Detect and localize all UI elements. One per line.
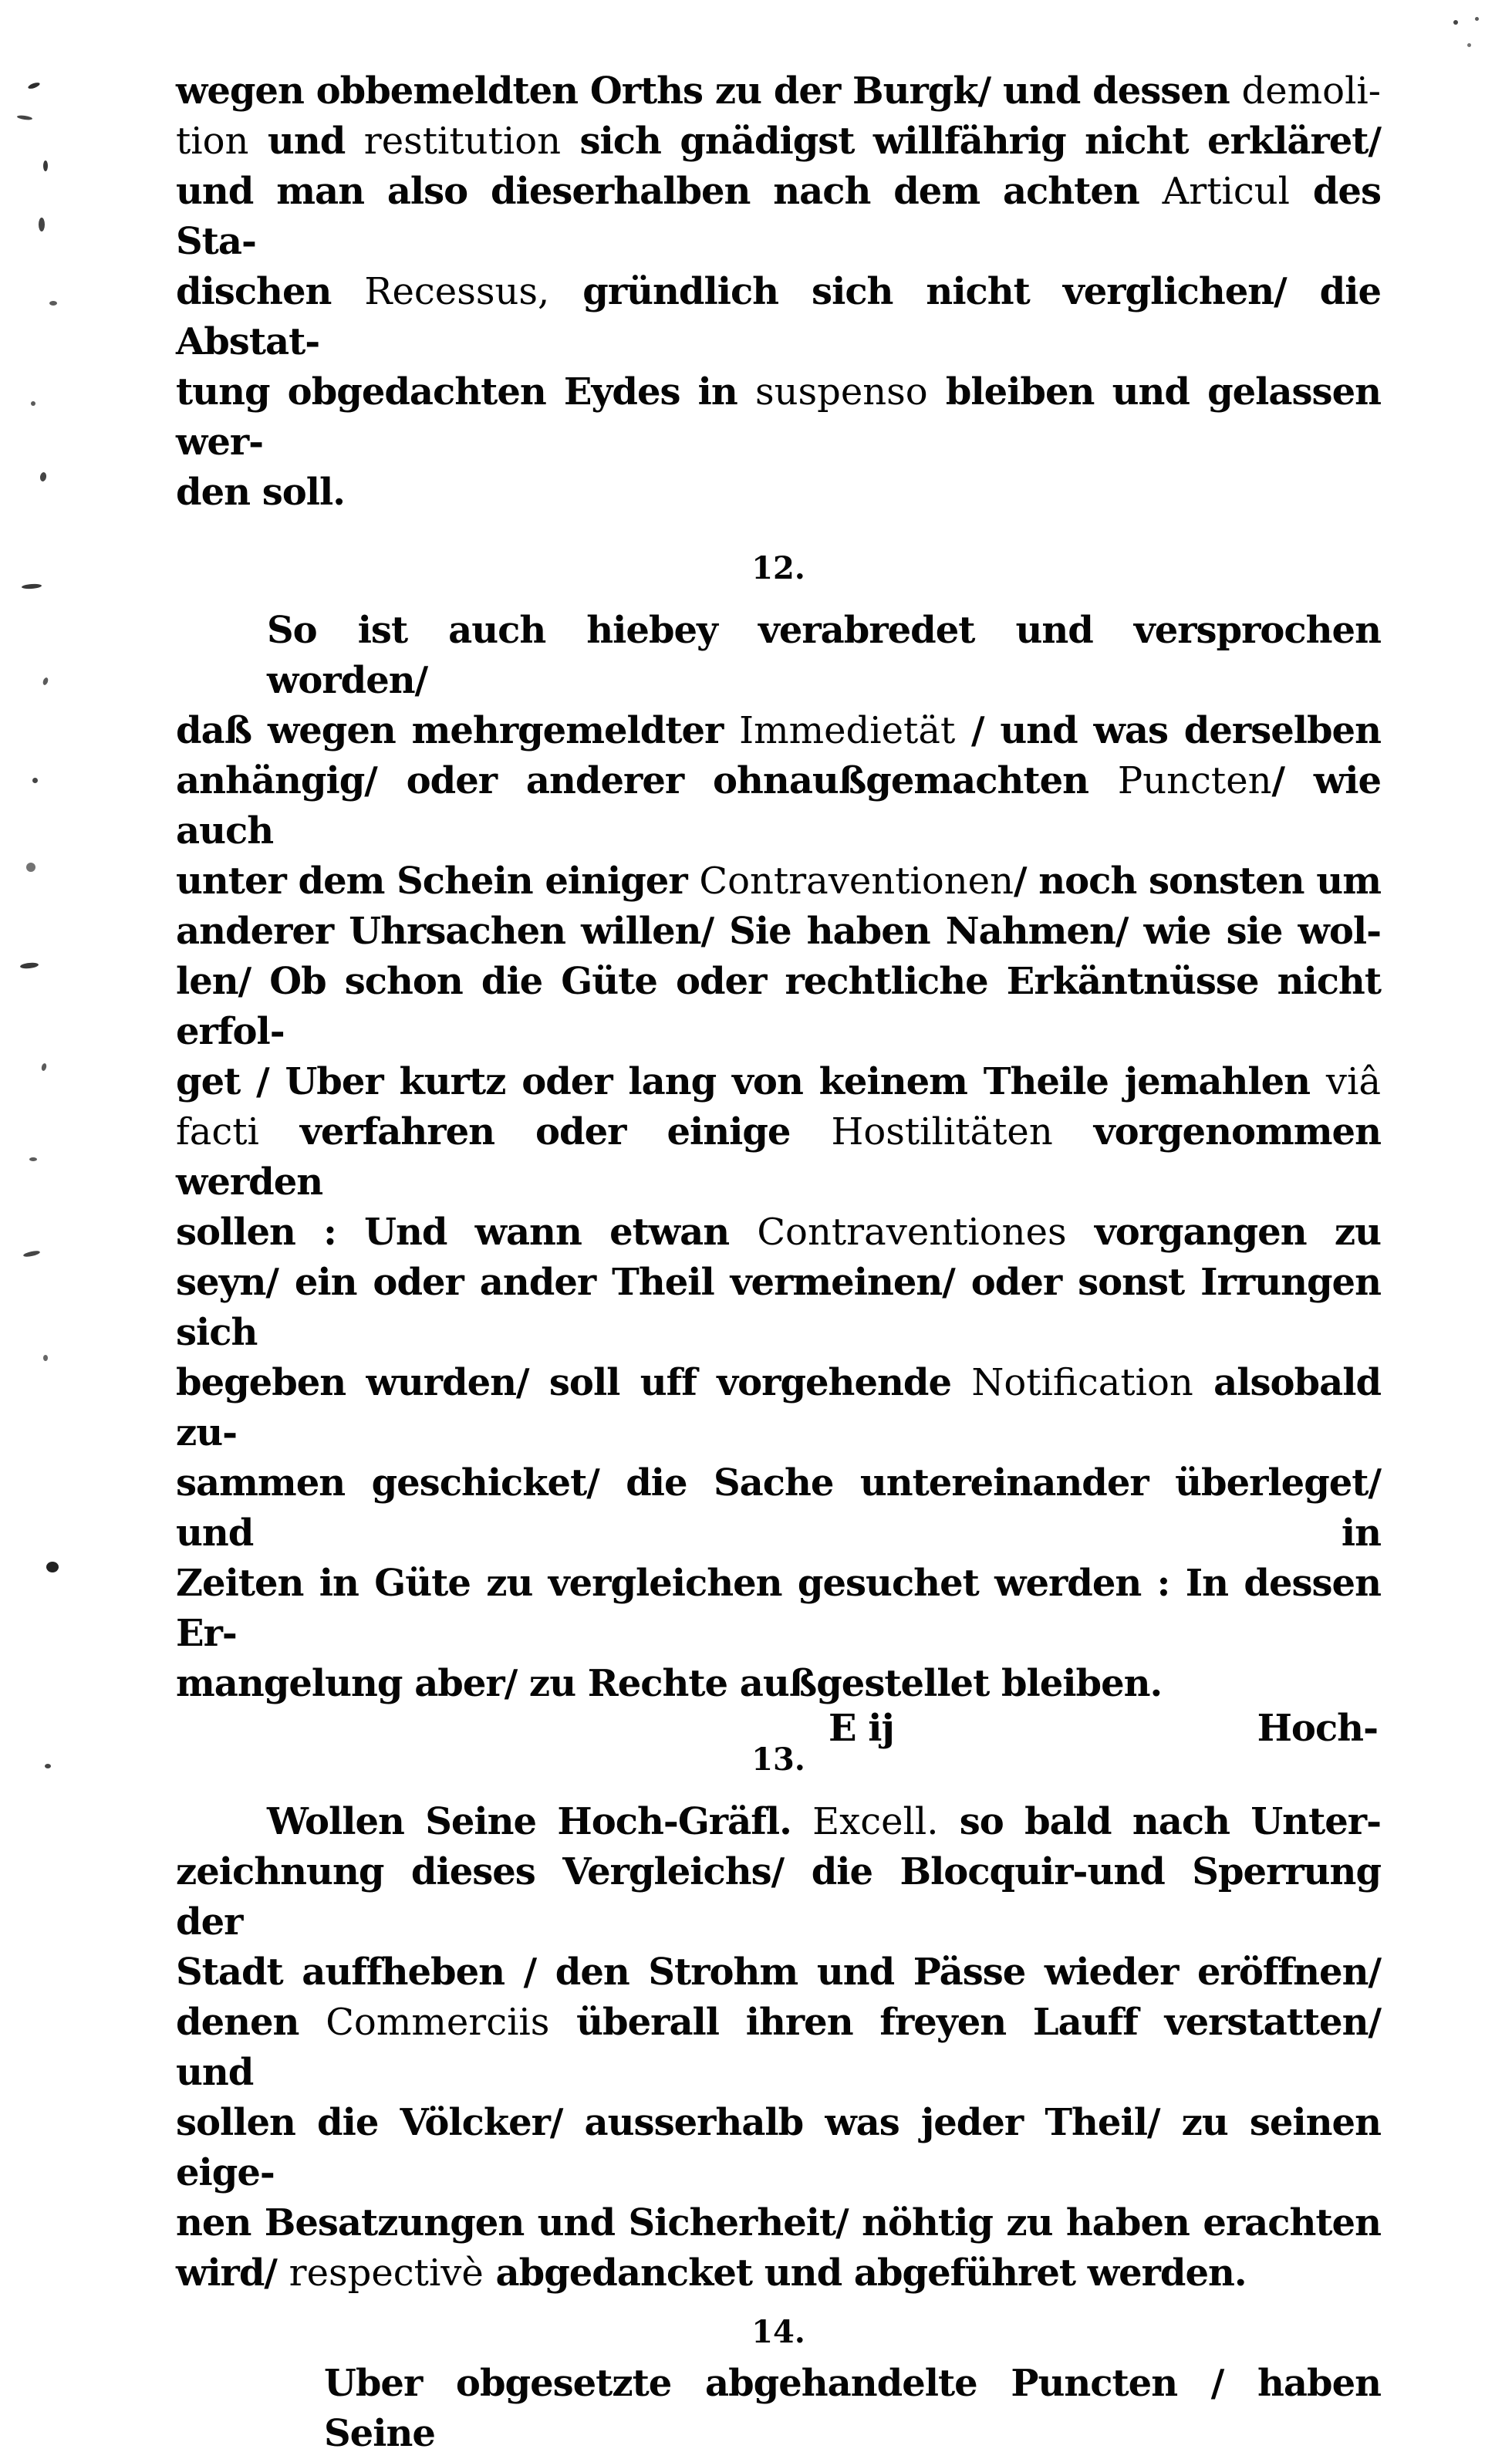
text-line xyxy=(176,167,1381,267)
antiqua-text: Contraventionen xyxy=(699,860,1014,903)
text-line xyxy=(176,1947,1381,1998)
text-line xyxy=(176,1107,1381,1208)
antiqua-text: restitution xyxy=(363,120,562,163)
fraktur-text: / und was derselben xyxy=(955,709,1381,752)
fraktur-text: überall ihren freyen Lauff verstatten/ und xyxy=(176,2001,1382,2094)
ink-speck xyxy=(32,778,38,783)
fraktur-text: anhängig/ oder anderer ohnaußgemachten xyxy=(176,759,1118,802)
fraktur-text: und man also dieserhalben nach dem achten xyxy=(176,170,1163,213)
text-line xyxy=(176,1797,1381,1847)
text-line xyxy=(176,2098,1381,2198)
ink-speck xyxy=(39,218,45,231)
text-line xyxy=(176,1458,1381,1559)
antiqua-text: respectivè xyxy=(289,2251,484,2295)
text-line xyxy=(176,907,1381,957)
ink-speck xyxy=(29,1157,37,1161)
text-line xyxy=(176,2248,1381,2299)
fraktur-text: bleiben und gelassen wer- xyxy=(176,370,1381,464)
fraktur-text: / noch sonsten um xyxy=(1013,860,1381,903)
ink-speck xyxy=(49,301,57,306)
fraktur-text: des Sta- xyxy=(176,170,1381,263)
text-line xyxy=(176,468,1381,518)
fraktur-text: wird/ xyxy=(176,2251,289,2295)
section-number: 13. xyxy=(751,1741,805,1778)
fraktur-text: begeben wurden/ soll uff vorgehende xyxy=(176,1361,972,1404)
antiqua-text: Puncten xyxy=(1117,759,1272,802)
text-line xyxy=(176,367,1381,468)
footer xyxy=(176,1704,1381,1758)
text-line xyxy=(176,1057,1381,1107)
text-line xyxy=(176,1258,1381,1358)
fraktur-text: Wollen Seine Hoch-Gräfl. xyxy=(267,1800,813,1843)
antiqua-text: Articul xyxy=(1162,170,1291,213)
fraktur-text: Zeiten in Güte zu vergleichen gesuchet werden : In dessen Er- xyxy=(176,1562,1381,1655)
text-line xyxy=(176,1358,1381,1458)
ink-speck xyxy=(45,1764,51,1768)
fraktur-text: vorgangen zu xyxy=(1066,1211,1381,1254)
antiqua-text: demoli- xyxy=(1241,69,1381,113)
fraktur-text: vorgenommen werden xyxy=(176,1110,1381,1204)
antiqua-text: Hostilitäten xyxy=(831,1110,1053,1154)
text-line xyxy=(176,957,1381,1057)
ink-speck xyxy=(43,1355,48,1361)
fraktur-text: gründlich sich nicht verglichen/ die Abstat- xyxy=(176,270,1381,363)
text-line xyxy=(176,267,1381,367)
text-flow xyxy=(176,66,1381,2459)
fraktur-text: zeichnung dieses Vergleichs/ die Blocquir-und Sperrung der xyxy=(176,1850,1381,1944)
text-line xyxy=(176,756,1381,856)
ink-speck xyxy=(1453,20,1458,25)
fraktur-text: tung obgedachten Eydes in xyxy=(176,370,755,414)
fraktur-text: und xyxy=(248,120,364,163)
antiqua-text: suspenso xyxy=(754,370,928,414)
fraktur-text: seyn/ ein oder ander Theil vermeinen/ oder sonst Irrungen sich xyxy=(176,1261,1381,1354)
ink-speck xyxy=(23,1250,41,1258)
signature-mark: E ij xyxy=(829,1707,894,1750)
ink-speck xyxy=(22,583,42,589)
text-line xyxy=(176,1208,1381,1258)
paragraph xyxy=(176,66,1381,518)
fraktur-text: get / Uber kurtz oder lang von keinem Theile jemahlen xyxy=(176,1060,1326,1103)
antiqua-text: Immedietät xyxy=(739,709,956,752)
section-number: 14. xyxy=(751,2314,805,2350)
antiqua-text: viâ xyxy=(1325,1060,1381,1103)
fraktur-text: / wie auch xyxy=(176,759,1382,853)
fraktur-text: sollen : Und wann etwan xyxy=(176,1211,758,1254)
fraktur-text: anderer Uhrsachen willen/ Sie haben Nahmen/ wie sie wol- xyxy=(176,910,1381,953)
antiqua-text: facti xyxy=(176,1110,259,1154)
ink-speck xyxy=(43,160,48,171)
antiqua-text: Recessus, xyxy=(364,270,550,313)
ink-speck xyxy=(26,863,35,872)
text-line xyxy=(176,1659,1381,1709)
fraktur-text: sammen geschicket/ die Sache untereinander überleget/ und in xyxy=(176,1461,1381,1555)
ink-speck xyxy=(17,115,33,121)
fraktur-text: nen Besatzungen und Sicherheit/ nöhtig zu haben erachten xyxy=(176,2201,1381,2245)
paragraph xyxy=(176,1797,1381,2299)
fraktur-text: mangelung aber/ zu Rechte außgestellet bleiben. xyxy=(176,1662,1163,1705)
fraktur-text: So ist auch hiebey verabredet und versprochen worden/ xyxy=(267,609,1381,702)
ink-speck xyxy=(1467,43,1471,47)
catchword: Hoch- xyxy=(1257,1707,1378,1750)
ink-speck xyxy=(46,1562,59,1572)
ink-speck xyxy=(31,401,35,406)
antiqua-text: Excell. xyxy=(812,1800,939,1843)
fraktur-text: verfahren oder einige xyxy=(258,1110,832,1154)
antiqua-text: Contraventiones xyxy=(757,1211,1067,1254)
fraktur-text: unter dem Schein einiger xyxy=(176,860,700,903)
antiqua-text: Notification xyxy=(971,1361,1193,1404)
text-line xyxy=(176,706,1381,756)
fraktur-text: alsobald zu- xyxy=(176,1361,1382,1454)
fraktur-text: so bald nach Unter- xyxy=(938,1800,1382,1843)
fraktur-text: denen xyxy=(176,2001,326,2044)
ink-speck xyxy=(41,1062,47,1071)
ink-speck xyxy=(39,471,47,481)
fraktur-text: den soll. xyxy=(176,471,345,514)
text-line xyxy=(176,1559,1381,1659)
fraktur-text: daß wegen mehrgemeldter xyxy=(176,709,740,752)
text-line xyxy=(176,606,1381,706)
fraktur-text: sich gnädigst willfährig nicht erkläret/ xyxy=(561,120,1381,163)
ink-speck xyxy=(42,677,49,685)
paragraph xyxy=(176,606,1381,1709)
fraktur-text: len/ Ob schon die Güte oder rechtliche Erkäntnüsse nicht erfol- xyxy=(176,960,1381,1053)
text-line xyxy=(176,66,1381,117)
text-line xyxy=(176,1847,1381,1947)
fraktur-text: wegen obbemeldten Orths zu der Burgk/ und dessen xyxy=(176,69,1242,113)
fraktur-text: abgedancket und abgeführet werden. xyxy=(483,2251,1247,2295)
fraktur-text: sollen die Völcker/ ausserhalb was jeder Theil/ zu seinen eige- xyxy=(176,2101,1381,2194)
text-line xyxy=(176,2359,1381,2459)
text-line xyxy=(176,117,1381,167)
fraktur-text: Stadt auffheben / den Strohm und Pässe wieder eröffnen/ xyxy=(176,1951,1381,1994)
section-number: 12. xyxy=(751,550,805,586)
fraktur-text: dischen xyxy=(176,270,365,313)
text-line xyxy=(176,856,1381,907)
ink-speck xyxy=(27,81,40,90)
ink-speck xyxy=(1475,17,1479,21)
ink-speck xyxy=(20,962,39,969)
text-line xyxy=(176,2198,1381,2248)
antiqua-text: Commerciis xyxy=(326,2001,550,2044)
paragraph xyxy=(176,2359,1381,2459)
text-line xyxy=(176,1998,1381,2098)
antiqua-text: tion xyxy=(176,120,249,163)
fraktur-text: Uber obgesetzte abgehandelte Puncten / haben Seine xyxy=(324,2362,1381,2455)
